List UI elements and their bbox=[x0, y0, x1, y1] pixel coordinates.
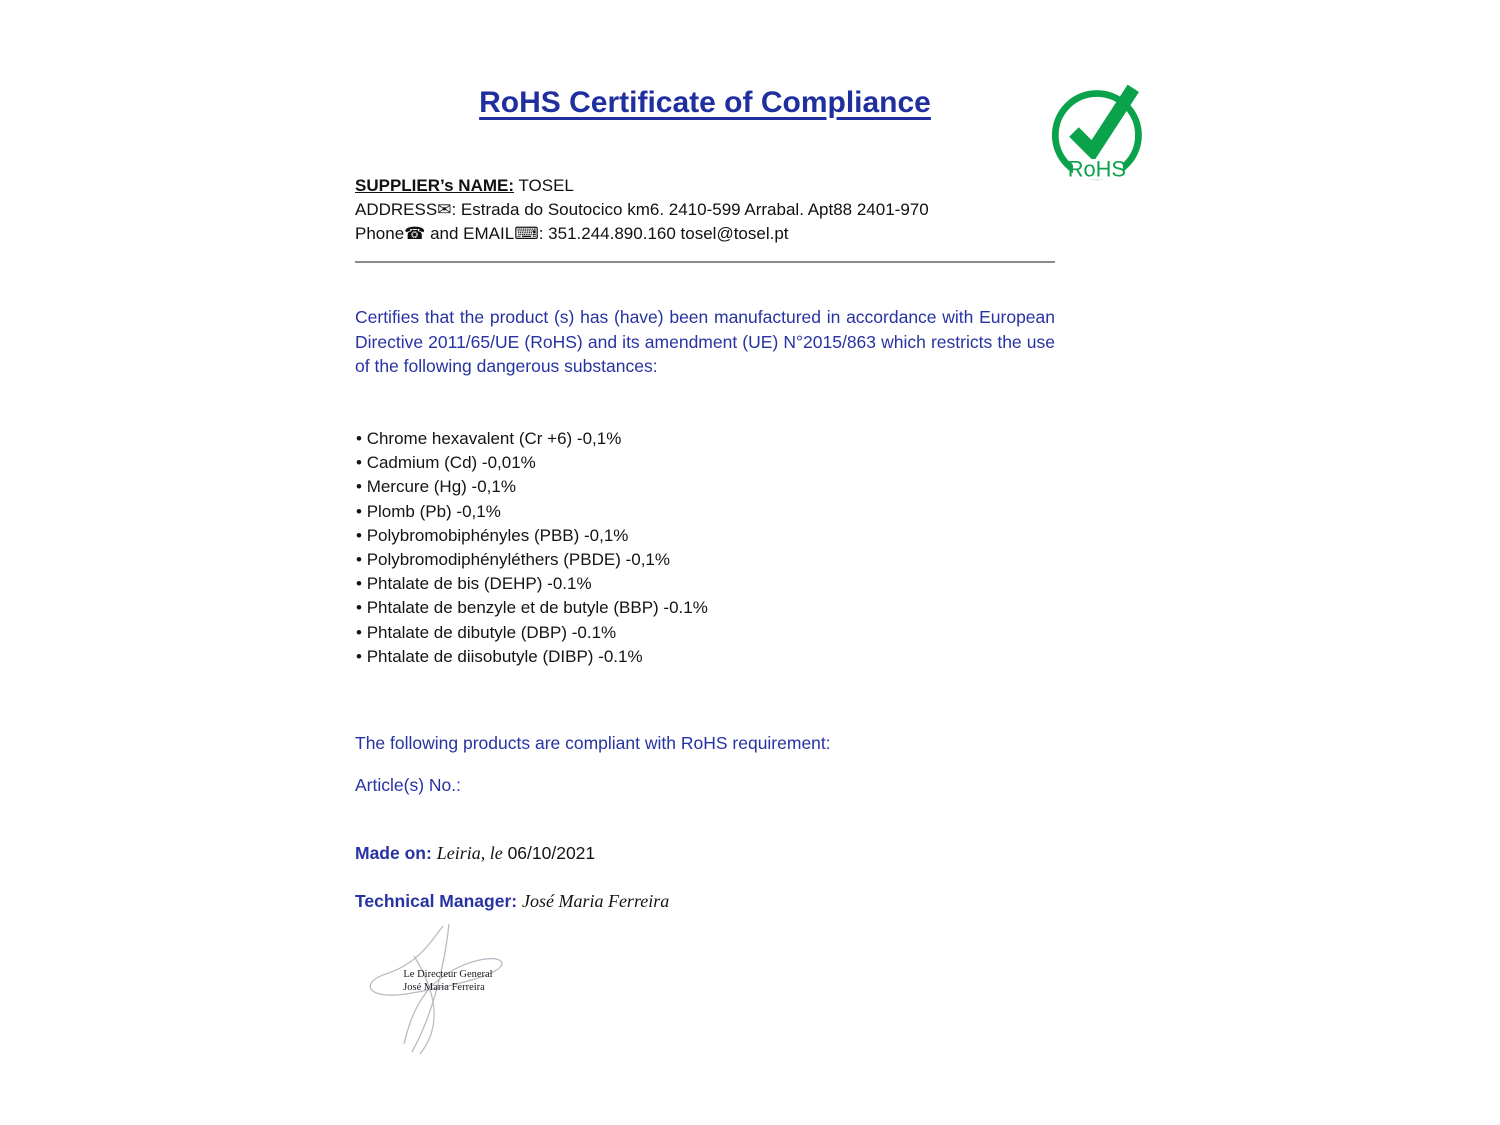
substance-item: • Phtalate de benzyle et de butyle (BBP) -0.1% bbox=[356, 596, 708, 620]
signature-block bbox=[348, 920, 588, 1070]
signature-name: José Maria Ferreira bbox=[403, 982, 485, 993]
supplier-block bbox=[355, 174, 929, 246]
supplier-name-label: SUPPLIER’s NAME: bbox=[355, 176, 515, 195]
logo-label: RoHS bbox=[1067, 156, 1126, 182]
substance-item: • Mercure (Hg) -0,1% bbox=[356, 475, 708, 499]
made-on-label: Made on: bbox=[355, 843, 432, 863]
supplier-address-line bbox=[355, 198, 929, 222]
phone-label: Phone bbox=[355, 224, 405, 243]
made-on-date: 06/10/2021 bbox=[507, 843, 596, 863]
substance-item: • Polybromobiphényles (PBB) -0,1% bbox=[356, 524, 708, 548]
substance-item: • Plomb (Pb) -0,1% bbox=[356, 500, 708, 524]
email-label: and EMAIL bbox=[425, 224, 515, 243]
substance-item: • Phtalate de dibutyle (DBP) -0.1% bbox=[356, 621, 708, 645]
rohs-logo-graphic bbox=[1048, 80, 1152, 184]
made-on-place: Leiria, le bbox=[436, 843, 503, 863]
substance-item: • Phtalate de diisobutyle (DIBP) -0.1% bbox=[356, 645, 708, 669]
divider-rule bbox=[355, 261, 1055, 263]
compliance-statement: The following products are compliant with RoHS requirement: bbox=[355, 733, 831, 753]
envelope-icon: ✉ bbox=[437, 200, 452, 219]
supplier-contact-line bbox=[355, 222, 929, 246]
page-title: RoHS Certificate of Compliance bbox=[479, 86, 931, 119]
substance-item: • Chrome hexavalent (Cr +6) -0,1% bbox=[356, 427, 708, 451]
technical-manager-line bbox=[355, 891, 669, 912]
articles-label: Article(s) No.: bbox=[355, 775, 461, 795]
substance-item: • Polybromodiphényléthers (PBDE) -0,1% bbox=[356, 548, 708, 572]
made-on-line bbox=[355, 843, 595, 864]
supplier-name-line bbox=[355, 174, 929, 198]
phone-icon: ☎ bbox=[404, 224, 426, 243]
substance-item: • Phtalate de bis (DEHP) -0.1% bbox=[356, 572, 708, 596]
certification-paragraph: Certifies that the product (s) has (have) been manufactured in accordance with European Directive 2011/65/UE (RoHS) and its amendment (UE) N°2015/863 which restricts the use of the following dangerous substances: bbox=[355, 307, 1055, 376]
computer-icon: ⌨ bbox=[514, 224, 539, 243]
signature-title: Le Directeur General bbox=[403, 969, 493, 980]
substance-item: • Cadmium (Cd) -0,01% bbox=[356, 451, 708, 475]
substances-list bbox=[356, 427, 708, 669]
supplier-name-value: TOSEL bbox=[518, 176, 574, 195]
address-value: : Estrada do Soutocico km6. 2410-599 Arrabal. Apt88 2401-970 bbox=[451, 200, 929, 219]
rohs-logo bbox=[1048, 80, 1152, 184]
technical-manager-name: José Maria Ferreira bbox=[521, 891, 670, 911]
contact-value: : 351.244.890.160 tosel@tosel.pt bbox=[538, 224, 789, 243]
technical-manager-label: Technical Manager: bbox=[355, 891, 518, 911]
address-label: ADDRESS bbox=[355, 200, 438, 219]
signature-graphic bbox=[348, 920, 588, 1070]
